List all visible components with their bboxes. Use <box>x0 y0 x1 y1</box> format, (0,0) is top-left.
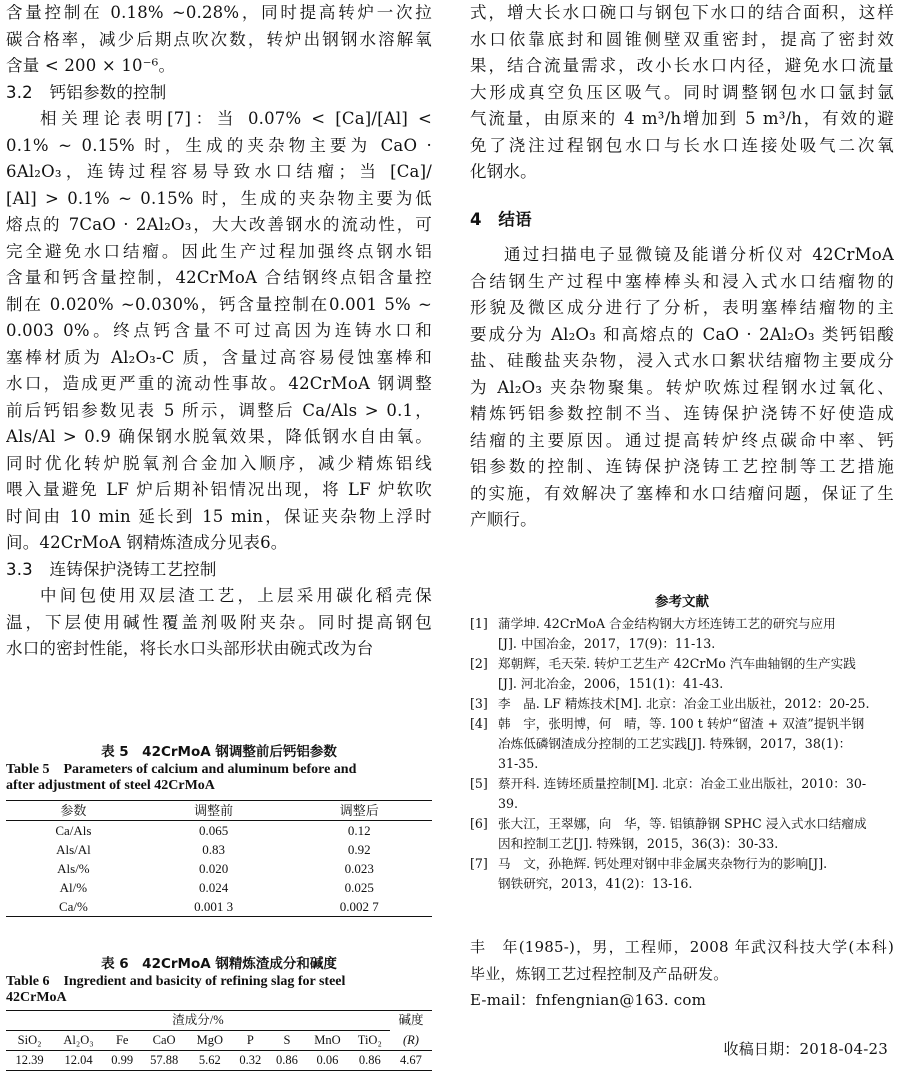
author-line: 丰 年(1985-)，男，工程师，2008 年武汉科技大学(本科) <box>470 938 894 956</box>
author-line: 毕业，炼钢工艺过程控制及产品研发。 <box>470 964 729 983</box>
reference-item <box>470 814 894 854</box>
table-6-col-header: Al₂O₃ <box>53 1031 104 1051</box>
conclusion-block <box>470 242 894 534</box>
left-text-block-1 <box>6 0 432 663</box>
section-heading-3-2: 3.2 钙铝参数的控制 <box>6 82 167 102</box>
body-line: 6Al₂O₃，连铸过程容易导致水口结瘤；当 [Ca]/ <box>6 162 432 181</box>
body-line: 前后钙铝参数见表 5 所示，调整后 Ca/Als > 0.1， <box>6 400 432 420</box>
table-6-col-header: SiO₂ <box>6 1031 53 1051</box>
table-cell: Ca/% <box>6 897 141 917</box>
table-5-header-row <box>6 801 432 821</box>
table-5-header-cell: 参数 <box>6 801 141 821</box>
table-6-group-header-row <box>6 1011 432 1031</box>
body-line: 气流量，由原来的 4 m³/h增加到 5 m³/h，有效的避 <box>470 109 894 128</box>
table-cell: 0.83 <box>202 842 225 857</box>
table-cell: 57.88 <box>141 1051 188 1071</box>
table-6-col-header: P <box>232 1031 269 1051</box>
body-line: [Al] > 0.1% ~ 0.15% 时，生成的夹杂物主要为低 <box>6 188 432 208</box>
body-line: 制在 0.020% ~0.030%，钙含量控制在0.001 5% ~ <box>6 294 432 314</box>
reference-text: 蒲学坤. 42CrMoA 合金结构钢大方坯连铸工艺的研究与应用 <box>498 616 836 631</box>
table-6-basicity-header: 碱度 <box>390 1011 432 1031</box>
reference-text: 冶炼低磷钢渣成分控制的工艺实践[J]. 特殊钢，2017，38(1)： <box>498 736 852 751</box>
table-cell: Als/Al <box>56 842 91 857</box>
body-line: 式，增大长水口碗口与钢包下水口的结合面积，这样 <box>470 3 894 22</box>
table-cell: Ca/Als <box>55 823 92 838</box>
table-6-col-header: S <box>269 1031 306 1051</box>
section-heading-4: 4 结语 <box>470 210 532 229</box>
table-row <box>6 897 432 917</box>
table-cell: Als/% <box>57 861 90 876</box>
right-text-block <box>470 0 894 186</box>
body-line: 完全避免水口结瘤。因此生产过程加强终点钢水铝 <box>6 241 432 261</box>
table-6-col-header: MgO <box>188 1031 232 1051</box>
table-6-col-header: CaO <box>141 1031 188 1051</box>
body-line: 化钢水。 <box>470 162 537 181</box>
table-5-header-cell: 调整前 <box>141 801 287 821</box>
reference-text: 蔡开科. 连铸坯质量控制[M]. 北京：冶金工业出版社，2010：30- <box>498 776 867 791</box>
body-line: Als/Al > 0.9 确保钢水脱氧效果，降低钢水自由氧。 <box>6 427 432 446</box>
table-6-col-header: MnO <box>305 1031 349 1051</box>
body-line: 的实施，有效解决了塞棒和水口结瘤问题，保证了生 <box>470 483 894 503</box>
body-line: 合结钢生产过程中塞棒棒头和浸入式水口结瘤物的 <box>470 271 894 291</box>
table-cell: 0.12 <box>347 823 371 838</box>
body-line: 喂入量避免 LF 炉后期补铝情况出现，将 LF 炉软吹 <box>6 480 432 499</box>
reference-number: [4] <box>470 716 488 731</box>
body-line: 中间包使用双层渣工艺，上层采用碳化稻壳保 <box>40 586 432 605</box>
table-cell: 12.04 <box>53 1051 104 1071</box>
table-row <box>6 821 432 841</box>
body-line: 产顺行。 <box>470 510 537 529</box>
table-cell: 5.62 <box>188 1051 232 1071</box>
section-heading-3-3: 3.3 连铸保护浇铸工艺控制 <box>6 559 217 579</box>
reference-item <box>470 654 894 694</box>
body-line: 碳合格率，减少后期点吹次数，转炉出钢钢水溶解氧 <box>6 29 432 49</box>
body-line: 免了浇注过程钢包水口与长水口连接处吸气二次氧 <box>470 135 894 155</box>
table-cell: 0.024 <box>198 880 229 895</box>
table-5-caption-en-2: after adjustment of steel 42CrMoA <box>6 778 215 793</box>
body-line: 通过扫描电子显微镜及能谱分析仪对 42CrMoA <box>504 245 894 264</box>
reference-text: 因和控制工艺[J]. 特殊钢，2015，36(3)：30-33. <box>498 836 779 851</box>
table-6-group-header: 渣成分/% <box>6 1011 390 1031</box>
reference-text: 郑朝辉，毛天荣. 转炉工艺生产 42CrMo 汽车曲轴钢的生产实践 <box>498 656 856 671</box>
table-row <box>6 859 432 878</box>
reference-number: [3] <box>470 696 488 711</box>
reference-number: [5] <box>470 776 488 791</box>
author-bio <box>470 934 894 1014</box>
reference-text: 韩 宇，张明博，何 晴，等. 100 t 转炉“留渣 + 双渣”提钒半钢 <box>498 716 865 731</box>
body-line: 熔点的 7CaO · 2Al₂O₃，大大改善钢水的流动性，可 <box>6 215 432 234</box>
body-line: 水口的密封性能，将长水口头部形状由碗式改为台 <box>6 639 374 658</box>
body-line: 要成分为 Al₂O₃ 和高熔点的 CaO · 2Al₂O₃ 类钙铝酸 <box>470 324 894 344</box>
table-cell: 0.86 <box>269 1051 306 1071</box>
body-line: 结瘤的主要原因。通过提高转炉终点碳命中率、钙 <box>470 430 894 450</box>
reference-text: [J]. 河北冶金，2006，151(1)：41-43. <box>498 676 724 691</box>
body-line: 间。42CrMoA 钢精炼渣成分见表6。 <box>6 533 288 552</box>
body-line: 时间由 10 min 延长到 15 min，保证夹杂物上浮时 <box>6 506 432 526</box>
received-date: 收稿日期：2018-04-23 <box>723 1040 888 1058</box>
body-line: 塞棒材质为 Al₂O₃-C 质，含量过高容易侵蚀塞棒和 <box>6 347 432 367</box>
table-cell: 0.002 7 <box>286 897 432 917</box>
table-5-caption-en-1: Table 5 Parameters of calcium and aluminum before and <box>6 762 357 777</box>
reference-number: [1] <box>470 616 488 631</box>
reference-text: 李 晶. LF 精炼技术[M]. 北京：冶金工业出版社，2012：20-25. <box>498 696 870 711</box>
reference-text: 39. <box>498 796 519 811</box>
table-cell: 0.025 <box>344 880 374 895</box>
author-email: E-mail：fnfengnian@163. com <box>470 991 707 1009</box>
table-cell: 0.001 3 <box>141 897 287 917</box>
table-row <box>6 1051 432 1071</box>
reference-item <box>470 854 894 894</box>
body-line: 为 Al₂O₃ 夹杂物聚集。转炉吹炼过程钢水过氧化、 <box>470 377 894 397</box>
table-row <box>6 878 432 897</box>
reference-text: 钢铁研究，2013，41(2)：13-16. <box>498 876 693 891</box>
body-line: 铝参数的控制、连铸保护浇铸工艺控制等工艺措施 <box>470 457 894 476</box>
body-line: 相关理论表明[7]：当 0.07% < [Ca]/[Al] < <box>40 109 432 128</box>
table-6-caption-en-1: Table 6 Ingredient and basicity of refining slag for steel <box>6 974 346 989</box>
reference-number: [7] <box>470 856 488 871</box>
reference-text: 马 文，孙艳辉. 钙处理对钢中非金属夹杂物行为的影响[J]. <box>498 856 828 871</box>
table-5 <box>6 800 432 917</box>
body-line: 水口依靠底封和圆锥侧壁双重密封，提高了密封效 <box>470 29 894 49</box>
table-cell: Al/% <box>59 880 88 895</box>
table-6-basicity-symbol: (R) <box>390 1031 432 1051</box>
table-6-col-header: Fe <box>104 1031 141 1051</box>
table-cell: 0.06 <box>305 1051 349 1071</box>
reference-text: 31-35. <box>498 756 539 771</box>
table-cell: 0.86 <box>350 1051 390 1071</box>
table-5-caption-cn: 表 5 42CrMoA 钢调整前后钙铝参数 <box>101 744 337 760</box>
table-row <box>6 840 432 859</box>
table-cell: 0.065 <box>198 823 229 838</box>
table-cell: 0.92 <box>347 842 371 857</box>
references-list <box>470 614 894 894</box>
body-line: 精炼钙铝参数控制不当、连铸保护浇铸不好使造成 <box>470 404 894 423</box>
body-line: 水口，造成更严重的流动性事故。42CrMoA 钢调整 <box>6 374 432 393</box>
reference-item <box>470 774 894 814</box>
table-5-block <box>6 742 432 917</box>
body-line: 温，下层使用碱性覆盖剂吸附夹杂。同时提高钢包 <box>6 612 432 632</box>
table-6 <box>6 1010 432 1071</box>
reference-number: [6] <box>470 816 488 831</box>
table-cell: 0.32 <box>232 1051 269 1071</box>
reference-item <box>470 614 894 654</box>
body-line: 果，结合流量需求，改小长水口内径，避免水口流量 <box>470 56 894 75</box>
body-line: 含量控制在 0.18% ~0.28%，同时提高转炉一次拉 <box>6 3 432 22</box>
body-line: 0.1% ~ 0.15% 时，生成的夹杂物主要为 CaO · <box>6 135 432 155</box>
table-6-caption-en-2: 42CrMoA <box>6 990 67 1005</box>
reference-text: [J]. 中国冶金，2017，17(9)：11-13. <box>498 636 716 651</box>
table-cell: 4.67 <box>390 1051 432 1071</box>
reference-item <box>470 714 894 774</box>
table-5-header-cell: 调整后 <box>286 801 432 821</box>
table-cell: 0.99 <box>104 1051 141 1071</box>
table-cell: 0.020 <box>198 861 229 876</box>
references-heading: 参考文献 <box>655 594 709 610</box>
body-line: 大形成真空负压区吸气。同时调整钢包水口氩封氩 <box>470 82 894 102</box>
reference-number: [2] <box>470 656 488 671</box>
table-cell: 12.39 <box>6 1051 53 1071</box>
reference-text: 张大江，王翠娜，向 华，等. 铝镇静钢 SPHC 浸入式水口结瘤成 <box>498 816 867 831</box>
table-6-caption-cn: 表 6 42CrMoA 钢精炼渣成分和碱度 <box>101 956 337 972</box>
table-cell: 0.023 <box>344 861 374 876</box>
reference-item <box>470 694 894 714</box>
body-line: 含量 < 200 × 10⁻⁶。 <box>6 56 176 75</box>
body-line: 同时优化转炉脱氧剂合金加入顺序，减少精炼铝线 <box>6 453 432 473</box>
table-6-column-header-row <box>6 1031 432 1051</box>
body-line: 形貌及微区成分进行了分析，表明塞棒结瘤物的主 <box>470 298 894 317</box>
table-6-block <box>6 954 432 1071</box>
body-line: 盐、硅酸盐夹杂物，浸入式水口絮状结瘤物主要成分 <box>470 351 894 370</box>
body-line: 含量和钙含量控制，42CrMoA 合结钢终点铝含量控 <box>6 268 432 287</box>
body-line: 0.003 0%。终点钙含量不可过高因为连铸水口和 <box>6 321 432 340</box>
table-6-col-header: TiO₂ <box>350 1031 390 1051</box>
